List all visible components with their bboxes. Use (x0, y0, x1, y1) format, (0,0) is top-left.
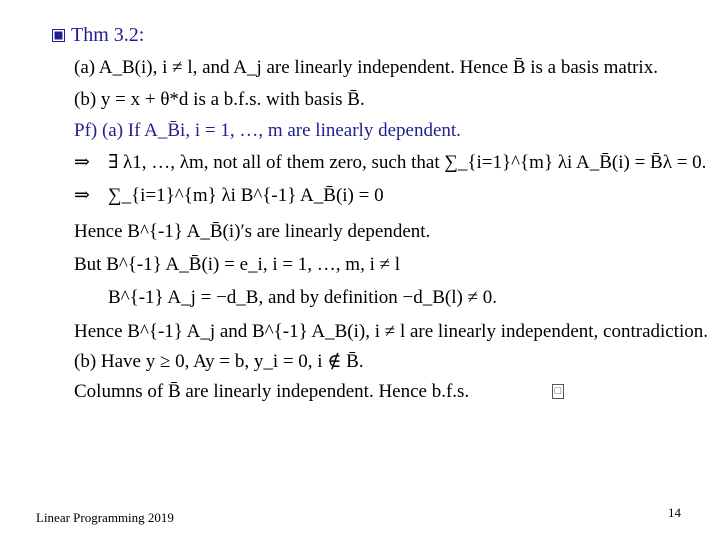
implies-arrow-icon: ⇒ (74, 185, 90, 206)
theorem-title: Thm 3.2: (71, 24, 145, 46)
line-but: But B^{-1} A_B̄(i) = e_i, i = 1, …, m, i ≠ l (74, 254, 401, 275)
line-b: (b) y = x + θ*d is a b.f.s. with basis B̄. (74, 89, 365, 110)
line-b-proof: (b) Have y ≥ 0, Ay = b, y_i = 0, i ∉ B̄. (74, 351, 364, 372)
implies-arrow-icon: ⇒ (74, 152, 90, 173)
line-a: (a) A_B(i), i ≠ l, and A_j are linearly independent. Hence B̄ is a basis matrix. (74, 57, 658, 78)
line-sum-text: ∑_{i=1}^{m} λi B^{-1} A_B̄(i) = 0 (108, 185, 384, 206)
line-columns: Columns of B̄ are linearly independent. Hence b.f.s. (74, 381, 470, 402)
footer-course: Linear Programming 2019 (36, 510, 174, 525)
line-sum (74, 186, 384, 205)
theorem-heading (52, 24, 144, 47)
line-exists (74, 153, 706, 172)
line-definition: B^{-1} A_j = −d_B, and by definition −d_B(l) ≠ 0. (108, 287, 498, 308)
page-number: 14 (668, 505, 681, 520)
line-hence-dependent: Hence B^{-1} A_B̄(i)′s are linearly dependent. (74, 221, 431, 242)
checkbox-bullet-icon (52, 29, 65, 42)
end-of-proof-mark: □ (552, 384, 564, 399)
line-exists-text: ∃ λ1, …, λm, not all of them zero, such that ∑_{i=1}^{m} λi A_B̄(i) = B̄λ = 0. (108, 152, 707, 173)
line-contradiction: Hence B^{-1} A_j and B^{-1} A_B(i), i ≠ l are linearly independent, contradiction. (74, 321, 709, 342)
line-proof: Pf) (a) If A_B̄i, i = 1, …, m are linearly dependent. (74, 120, 461, 141)
